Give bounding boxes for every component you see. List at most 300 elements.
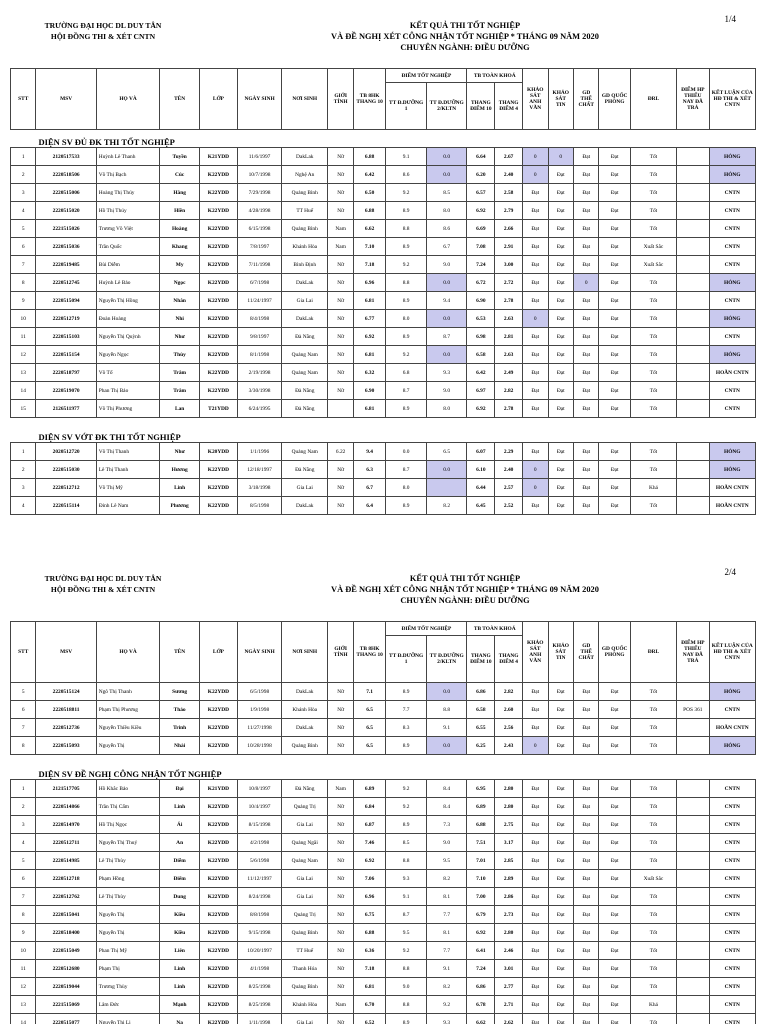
table-cell: Nữ xyxy=(328,960,353,978)
table-cell xyxy=(677,443,709,461)
col-ngay-sinh: NGÀY SINH xyxy=(238,622,282,683)
table-cell: Đạt xyxy=(548,852,573,870)
table-cell: CNTN xyxy=(709,256,755,274)
table-cell: Đạt xyxy=(548,497,573,515)
table-cell: K22YDD xyxy=(199,256,237,274)
table-cell: Quảng Nam xyxy=(282,852,328,870)
table-cell: Đạt xyxy=(599,256,630,274)
table-cell xyxy=(677,942,709,960)
table-cell: 4/2/1998 xyxy=(238,834,282,852)
table-cell: 13 xyxy=(11,364,36,382)
table-row xyxy=(11,978,756,996)
table-cell: Liên xyxy=(160,942,199,960)
table-cell: 8/8/1998 xyxy=(238,906,282,924)
table-cell: Nam xyxy=(328,996,353,1014)
col-ngay-sinh: NGÀY SINH xyxy=(238,69,282,130)
table-row xyxy=(11,816,756,834)
table-cell: K22YDD xyxy=(199,834,237,852)
table-cell: 4/28/1998 xyxy=(238,202,282,220)
table-cell: Hồ Thị Ngọc xyxy=(96,816,160,834)
table-cell xyxy=(677,400,709,418)
table-cell: Võ Thị Mỹ xyxy=(96,479,160,497)
table-cell: Tốt xyxy=(630,202,676,220)
table-cell: 6.5 xyxy=(426,443,467,461)
table-cell: CNTN xyxy=(709,996,755,1014)
table-cell xyxy=(328,400,353,418)
table-cell: 10/4/1997 xyxy=(238,798,282,816)
table-cell xyxy=(677,834,709,852)
table-cell: Võ Tố xyxy=(96,364,160,382)
col-ket-luan: KẾT LUẬN CỦA HĐ THI & XÉT CNTN xyxy=(709,69,755,130)
table-cell: Đạt xyxy=(599,274,630,292)
table-row xyxy=(11,798,756,816)
table-cell: 3 xyxy=(11,479,36,497)
table-cell: Tốt xyxy=(630,310,676,328)
table-cell: Đạt xyxy=(574,256,599,274)
table-cell: HOÃN CNTN xyxy=(709,719,755,737)
table-cell: Đạt xyxy=(548,942,573,960)
table-cell: Đạt xyxy=(599,852,630,870)
table-cell: 2.52 xyxy=(495,497,523,515)
table-cell: Lâm Đức xyxy=(96,996,160,1014)
table-cell: 6.53 xyxy=(467,310,495,328)
table-cell: 2220515094 xyxy=(36,292,96,310)
table-cell: 8.6 xyxy=(386,166,427,184)
table-row xyxy=(11,461,756,479)
table-cell: 2.66 xyxy=(495,220,523,238)
table-cell: 2220518811 xyxy=(36,701,96,719)
table-cell: Tốt xyxy=(630,978,676,996)
table-cell xyxy=(677,870,709,888)
table-cell: 12 xyxy=(11,346,36,364)
table-cell: Nữ xyxy=(328,364,353,382)
table-row xyxy=(11,960,756,978)
table-cell: Đạt xyxy=(523,996,548,1014)
table-cell: Đạt xyxy=(548,978,573,996)
table-cell: 6.57 xyxy=(467,184,495,202)
table-cell: 0.0 xyxy=(426,166,467,184)
table-cell: Tốt xyxy=(630,906,676,924)
table-cell: Nữ xyxy=(328,328,353,346)
table-cell: Đạt xyxy=(599,238,630,256)
table-row xyxy=(11,148,756,166)
table-cell: Tốt xyxy=(630,461,676,479)
table-cell: CNTN xyxy=(709,328,755,346)
table-cell: 8 xyxy=(11,274,36,292)
table-cell: Đạt xyxy=(574,382,599,400)
table-cell: 8.6 xyxy=(426,220,467,238)
table-cell: HỎNG xyxy=(709,461,755,479)
table-cell: 9.0 xyxy=(426,256,467,274)
table-cell: 0 xyxy=(523,166,548,184)
table-cell: 6.88 xyxy=(353,202,385,220)
table-cell: 7.08 xyxy=(467,238,495,256)
table-row xyxy=(11,400,756,418)
table-cell: Đạt xyxy=(523,328,548,346)
table-cell: 2.67 xyxy=(495,148,523,166)
table-cell: 6.22 xyxy=(328,443,353,461)
results-table xyxy=(10,621,756,1024)
table-cell: Đạt xyxy=(574,780,599,798)
table-row xyxy=(11,382,756,400)
table-cell: Tốt xyxy=(630,737,676,755)
spacer xyxy=(11,418,756,425)
table-cell: 8.2 xyxy=(426,497,467,515)
title-line-1: KẾT QUẢ THI TỐT NGHIỆP xyxy=(409,21,521,30)
table-cell: 4/1/1998 xyxy=(238,960,282,978)
table-cell: 5 xyxy=(11,852,36,870)
table-cell xyxy=(677,906,709,924)
table-cell: Đạt xyxy=(599,888,630,906)
table-cell: Hằng xyxy=(160,184,199,202)
table-cell: 6.69 xyxy=(467,220,495,238)
col-tb8hk: TB 8HK THANG 10 xyxy=(353,69,385,130)
table-cell: Nam xyxy=(328,238,353,256)
table-cell: Đạt xyxy=(574,443,599,461)
table-cell: 3.00 xyxy=(495,256,523,274)
table-cell: 2.49 xyxy=(495,364,523,382)
table-cell: 15 xyxy=(11,400,36,418)
table-cell: 9.3 xyxy=(386,870,427,888)
table-cell: 6.77 xyxy=(353,310,385,328)
table-cell: 6/24/1995 xyxy=(238,400,282,418)
table-cell: 6.89 xyxy=(353,780,385,798)
table-cell: 8.7 xyxy=(386,906,427,924)
table-cell: Linh xyxy=(160,978,199,996)
table-cell: Nữ xyxy=(328,683,353,701)
table-cell xyxy=(677,996,709,1014)
table-cell: Đạt xyxy=(523,400,548,418)
table-row xyxy=(11,479,756,497)
table-cell xyxy=(677,310,709,328)
table-cell: Điểm xyxy=(160,870,199,888)
col-drl: ĐRL xyxy=(630,622,676,683)
table-cell: Sương xyxy=(160,683,199,701)
table-cell: Đạt xyxy=(599,310,630,328)
table-cell: Nghệ An xyxy=(282,166,328,184)
table-cell: Đạt xyxy=(574,719,599,737)
table-cell: 8.1 xyxy=(426,888,467,906)
table-cell: 6 xyxy=(11,701,36,719)
table-cell: Đạt xyxy=(599,364,630,382)
table-cell: 2.63 xyxy=(495,310,523,328)
table-cell: Nam xyxy=(328,780,353,798)
table-cell xyxy=(677,238,709,256)
table-cell: Đạt xyxy=(599,443,630,461)
table-cell: 2220515020 xyxy=(36,202,96,220)
table-cell: 6.92 xyxy=(467,924,495,942)
table-cell: Phương xyxy=(160,497,199,515)
table-cell: 6.96 xyxy=(353,888,385,906)
table-cell: 11 xyxy=(11,960,36,978)
table-cell: Đạt xyxy=(574,924,599,942)
table-cell: 6/7/1998 xyxy=(238,274,282,292)
col-hp: ĐIỂM HP THIẾU NAY ĐÃ TRẢ xyxy=(677,69,709,130)
table-cell: Như xyxy=(160,443,199,461)
table-cell: Tốt xyxy=(630,942,676,960)
col-ks-tin: KHẢO SÁT TIN xyxy=(548,622,573,683)
table-cell: 8.8 xyxy=(386,274,427,292)
table-cell: 7 xyxy=(11,256,36,274)
table-row xyxy=(11,996,756,1014)
table-cell: Đạt xyxy=(523,816,548,834)
table-cell: 6.45 xyxy=(467,497,495,515)
table-cell: Đạt xyxy=(574,310,599,328)
table-cell: 2220515154 xyxy=(36,346,96,364)
table-cell: Nam xyxy=(328,220,353,238)
table-cell: Đạt xyxy=(548,816,573,834)
table-cell xyxy=(677,1014,709,1024)
table-cell: Tốt xyxy=(630,443,676,461)
table-cell: Nữ xyxy=(328,184,353,202)
table-cell: 6.42 xyxy=(467,364,495,382)
table-cell: K22YDD xyxy=(199,798,237,816)
table-row xyxy=(11,166,756,184)
table-cell: Tốt xyxy=(630,292,676,310)
table-cell: K22YDD xyxy=(199,996,237,1014)
table-cell: K22YDD xyxy=(199,310,237,328)
table-cell xyxy=(677,274,709,292)
table-cell xyxy=(677,382,709,400)
table-cell: Phạm Hồng xyxy=(96,870,160,888)
table-cell: 6.97 xyxy=(467,382,495,400)
table-cell xyxy=(677,202,709,220)
table-cell: K21YDD xyxy=(199,148,237,166)
table-cell: 6.98 xyxy=(467,328,495,346)
table-cell: 6.25 xyxy=(467,737,495,755)
table-cell: Như xyxy=(160,328,199,346)
table-cell: K22YDD xyxy=(199,942,237,960)
col-stt: STT xyxy=(11,622,36,683)
table-cell: Đạt xyxy=(523,870,548,888)
table-cell: Đạt xyxy=(548,382,573,400)
table-cell: Đạt xyxy=(599,220,630,238)
table-cell: K22YDD xyxy=(199,924,237,942)
table-cell: Đại xyxy=(160,780,199,798)
table-cell: K22YDD xyxy=(199,978,237,996)
table-cell: CNTN xyxy=(709,960,755,978)
table-cell: CNTN xyxy=(709,798,755,816)
table-cell: 6.7 xyxy=(353,479,385,497)
table-cell: Lê Thị Thùy xyxy=(96,852,160,870)
table-cell: 2220512736 xyxy=(36,719,96,737)
table-cell: 2120517533 xyxy=(36,148,96,166)
table-cell: Hoàng Thị Thúy xyxy=(96,184,160,202)
table-cell: K22YDD xyxy=(199,461,237,479)
table-cell: Đạt xyxy=(599,148,630,166)
table-cell: Khánh Hòa xyxy=(282,238,328,256)
table-cell: Nữ xyxy=(328,737,353,755)
table-cell: Đạt xyxy=(523,834,548,852)
table-cell: 2 xyxy=(11,461,36,479)
table-cell: 2220515114 xyxy=(36,497,96,515)
table-cell: Quảng Bình xyxy=(282,978,328,996)
table-cell: Đạt xyxy=(523,942,548,960)
table-cell: Đạt xyxy=(548,701,573,719)
table-cell: 6.44 xyxy=(467,479,495,497)
table-cell: K22YDD xyxy=(199,737,237,755)
table-cell: 9/15/1998 xyxy=(238,924,282,942)
table-cell: Đạt xyxy=(548,461,573,479)
table-cell: Gia Lai xyxy=(282,1014,328,1024)
table-cell: 2.80 xyxy=(495,780,523,798)
table-cell: Nguyễn Thị Li xyxy=(96,1014,160,1024)
table-cell xyxy=(677,184,709,202)
table-cell: 8/4/1998 xyxy=(238,310,282,328)
table-cell: Đạt xyxy=(599,942,630,960)
table-cell: 7.18 xyxy=(353,960,385,978)
table-row xyxy=(11,310,756,328)
table-cell: 11/12/1997 xyxy=(238,870,282,888)
table-cell: Đạt xyxy=(548,834,573,852)
table-cell: K22YDD xyxy=(199,906,237,924)
table-cell: CNTN xyxy=(709,701,755,719)
table-cell: Đạt xyxy=(548,220,573,238)
col-diem-tn: ĐIỂM TỐT NGHIỆP xyxy=(386,69,467,83)
table-cell: 9.2 xyxy=(386,346,427,364)
table-cell: Tốt xyxy=(630,346,676,364)
table-cell: Đạt xyxy=(548,364,573,382)
col-tb-khoa: TB TOÀN KHOÁ xyxy=(467,69,523,83)
table-cell: 8.9 xyxy=(386,497,427,515)
table-cell: 9.1 xyxy=(426,719,467,737)
table-cell: Linh xyxy=(160,798,199,816)
table-cell: 0 xyxy=(574,274,599,292)
table-cell: Trương Thùy xyxy=(96,978,160,996)
col-noi-sinh: NƠI SINH xyxy=(282,622,328,683)
table-cell: 2.77 xyxy=(495,978,523,996)
table-cell: Đạt xyxy=(599,461,630,479)
table-cell xyxy=(677,166,709,184)
table-cell: Đạt xyxy=(523,202,548,220)
table-cell: Nữ xyxy=(328,1014,353,1024)
table-cell: 7/11/1998 xyxy=(238,256,282,274)
col-stt: STT xyxy=(11,69,36,130)
table-cell xyxy=(677,960,709,978)
table-cell: Khang xyxy=(160,238,199,256)
table-cell: 8.8 xyxy=(386,960,427,978)
table-cell: 7 xyxy=(11,719,36,737)
table-cell: Đạt xyxy=(599,719,630,737)
table-cell: Đạt xyxy=(574,960,599,978)
table-cell: Đạt xyxy=(574,292,599,310)
table-cell: Đạt xyxy=(523,238,548,256)
table-cell: Nguyễn Thị xyxy=(96,737,160,755)
table-cell: 12 xyxy=(11,978,36,996)
page-number: 1/4 xyxy=(724,14,736,24)
table-cell: 6.52 xyxy=(353,1014,385,1024)
table-cell: DakLak xyxy=(282,148,328,166)
col-gdtc: GD THỂ CHẤT xyxy=(574,69,599,130)
table-cell: 8.0 xyxy=(426,202,467,220)
table-row xyxy=(11,852,756,870)
table-cell: 2220519070 xyxy=(36,382,96,400)
table-cell: Đạt xyxy=(548,238,573,256)
col-ket-luan: KẾT LUẬN CỦA HĐ THI & XÉT CNTN xyxy=(709,622,755,683)
table-cell: K22YDD xyxy=(199,166,237,184)
table-cell: 6.72 xyxy=(467,274,495,292)
table-cell: 0.0 xyxy=(426,148,467,166)
table-cell: 6.81 xyxy=(353,346,385,364)
table-cell: Nữ xyxy=(328,942,353,960)
table-cell: Đạt xyxy=(548,870,573,888)
document-title xyxy=(300,573,630,606)
table-cell: Đạt xyxy=(599,184,630,202)
table-cell: 6/15/1998 xyxy=(238,220,282,238)
table-cell: Đạt xyxy=(574,816,599,834)
table-cell: Đạt xyxy=(548,1014,573,1024)
col-tb8hk: TB 8HK THANG 10 xyxy=(353,622,385,683)
table-cell: 6.64 xyxy=(467,148,495,166)
table-cell: Nữ xyxy=(328,798,353,816)
table-cell: Đạt xyxy=(548,924,573,942)
col-gdqp: GD QUỐC PHÒNG xyxy=(599,69,630,130)
table-cell: Lan xyxy=(160,400,199,418)
table-cell: 2.62 xyxy=(495,1014,523,1024)
table-cell: Đạt xyxy=(523,852,548,870)
table-cell: 2121517705 xyxy=(36,780,96,798)
table-cell: Đạt xyxy=(599,382,630,400)
table-cell: An xyxy=(160,834,199,852)
table-cell: 1 xyxy=(11,443,36,461)
table-cell: 2220515049 xyxy=(36,942,96,960)
table-cell: Đạt xyxy=(548,996,573,1014)
school-name: TRƯỜNG ĐẠI HỌC DL DUY TÂN xyxy=(44,21,162,30)
table-cell: 8 xyxy=(11,906,36,924)
table-cell: Đạt xyxy=(574,461,599,479)
table-cell: 7/29/1998 xyxy=(238,184,282,202)
spacer xyxy=(11,755,756,762)
col-tt2: TT Đ.DƯỠNG 2/KLTN xyxy=(426,636,467,683)
table-cell: 2.80 xyxy=(495,924,523,942)
table-cell: 7.7 xyxy=(426,942,467,960)
table-cell: 9.2 xyxy=(386,256,427,274)
table-cell: Nữ xyxy=(328,274,353,292)
table-cell: Nguyễn Ngọc xyxy=(96,346,160,364)
table-row xyxy=(11,719,756,737)
table-cell: Đạt xyxy=(599,996,630,1014)
table-cell: 0 xyxy=(548,148,573,166)
table-cell xyxy=(677,852,709,870)
table-cell: Bình Định xyxy=(282,256,328,274)
table-cell: Đà Nẵng xyxy=(282,461,328,479)
table-cell: Phan Thị Bảo xyxy=(96,382,160,400)
table-cell: K20YDD xyxy=(199,443,237,461)
table-cell: K22YDD xyxy=(199,274,237,292)
table-cell: DakLak xyxy=(282,683,328,701)
table-cell: 7.1 xyxy=(353,683,385,701)
table-cell: 8.9 xyxy=(386,737,427,755)
table-cell: Quảng Trị xyxy=(282,906,328,924)
table-cell: CNTN xyxy=(709,220,755,238)
table-cell: TT Huế xyxy=(282,942,328,960)
table-cell: 8.0 xyxy=(386,310,427,328)
table-cell: 9.4 xyxy=(353,443,385,461)
table-cell: 6.86 xyxy=(467,978,495,996)
table-cell: 2220515124 xyxy=(36,683,96,701)
table-cell: 8.3 xyxy=(386,719,427,737)
table-cell: Trần Thị Cẩm xyxy=(96,798,160,816)
col-ks-tin: KHẢO SÁT TIN xyxy=(548,69,573,130)
table-cell: 2 xyxy=(11,166,36,184)
table-cell: Nữ xyxy=(328,978,353,996)
table-cell: 9/8/1997 xyxy=(238,328,282,346)
table-cell: Đạt xyxy=(523,346,548,364)
title-line-3: CHUYÊN NGÀNH: ĐIỀU DƯỠNG xyxy=(400,596,530,605)
table-cell: Nữ xyxy=(328,148,353,166)
table-cell: Đạt xyxy=(548,888,573,906)
table-cell: Đạt xyxy=(523,888,548,906)
